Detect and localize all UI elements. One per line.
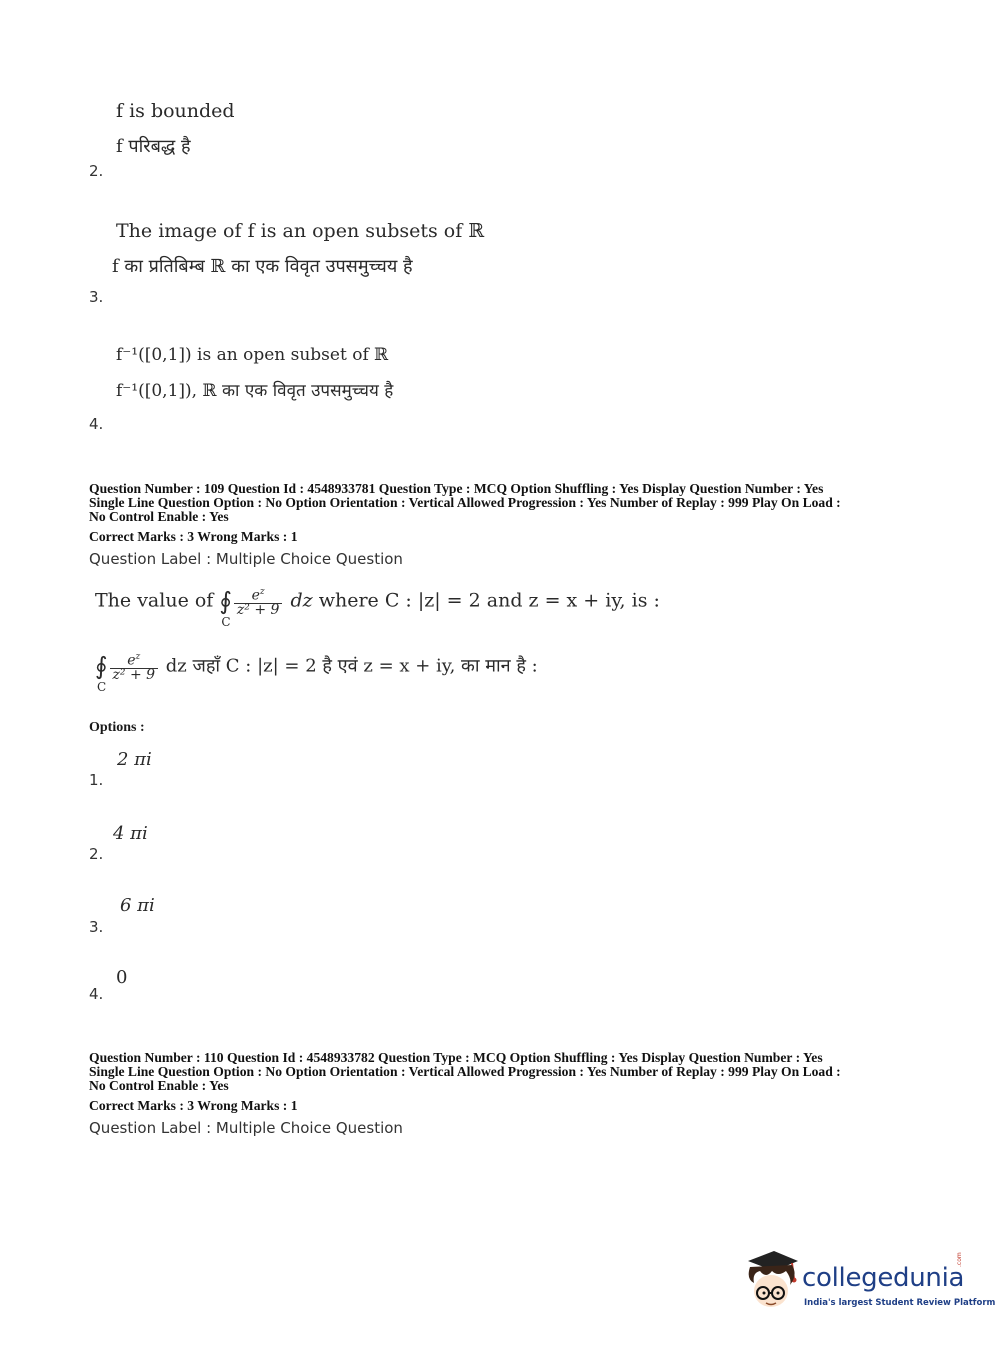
contour-integral-icon: ∮ C bbox=[95, 652, 108, 695]
question-meta-line: Single Line Question Option : No Option Orientation : Vertical Allowed Progression : Yes Number of Replay : 999 Play On Load : bbox=[89, 1064, 841, 1079]
brand-dotcom: .com bbox=[956, 1252, 963, 1267]
option-number: 2. bbox=[89, 845, 104, 863]
contour-integral-icon: ∮ C bbox=[219, 587, 232, 630]
options-heading: Options : bbox=[89, 720, 145, 735]
option-text-hi: f⁻¹([0,1]), ℝ का एक विवृत उपसमुच्चय है bbox=[116, 381, 394, 401]
question-suffix-hi: dz जहाँ C : |z| = 2 है एवं z = x + iy, का मान है : bbox=[165, 655, 538, 677]
question-prefix: The value of bbox=[95, 589, 214, 612]
option-text-en: The image of f is an open subsets of ℝ bbox=[116, 220, 485, 242]
option-text: 2 πi bbox=[117, 749, 152, 770]
question-label: Question Label : Multiple Choice Question bbox=[89, 550, 403, 568]
option-text-hi: f का प्रतिबिम्ब ℝ का एक विवृत उपसमुच्चय है bbox=[112, 256, 413, 277]
option-text-en: f⁻¹([0,1]) is an open subset of ℝ bbox=[116, 345, 389, 365]
dz: dz bbox=[290, 589, 313, 612]
option-number: 4. bbox=[89, 415, 104, 433]
brand-name: collegedunia bbox=[802, 1263, 965, 1293]
collegedunia-logo bbox=[742, 1249, 996, 1315]
brand-tagline: India's largest Student Review Platform bbox=[804, 1298, 996, 1308]
option-number: 1. bbox=[89, 771, 104, 789]
question-meta-line: Question Number : 110 Question Id : 4548933782 Question Type : MCQ Option Shuffling : Yes Display Question Number : Yes bbox=[89, 1050, 823, 1065]
integrand-fraction: $\frac{e^z}{\text{z² + 9}}$ bbox=[234, 586, 283, 617]
option-text-en: f is bounded bbox=[116, 100, 235, 122]
question-meta-line: No Control Enable : Yes bbox=[89, 1078, 229, 1093]
option-number: 4. bbox=[89, 985, 104, 1003]
option-text: 4 πi bbox=[113, 823, 148, 844]
question-marks: Correct Marks : 3 Wrong Marks : 1 bbox=[89, 529, 298, 544]
option-number: 3. bbox=[89, 288, 104, 306]
question-meta-line: No Control Enable : Yes bbox=[89, 509, 229, 524]
question-text-hi bbox=[95, 651, 538, 695]
question-text-en bbox=[95, 586, 660, 630]
question-meta-line: Single Line Question Option : No Option Orientation : Vertical Allowed Progression : Yes Number of Replay : 999 Play On Load : bbox=[89, 495, 841, 510]
student-mascot-icon bbox=[742, 1249, 800, 1315]
option-text: 0 bbox=[116, 967, 128, 988]
question-marks: Correct Marks : 3 Wrong Marks : 1 bbox=[89, 1098, 298, 1113]
question-meta-line: Question Number : 109 Question Id : 4548933781 Question Type : MCQ Option Shuffling : Yes Display Question Number : Yes bbox=[89, 481, 824, 496]
option-text-hi: f परिबद्ध है bbox=[116, 136, 191, 157]
integrand-fraction: $\frac{e^z}{\text{z² + 9}}$ bbox=[110, 651, 159, 682]
option-number: 3. bbox=[89, 918, 104, 936]
question-suffix-en: where C : |z| = 2 and z = x + iy, is : bbox=[318, 589, 660, 612]
option-text: 6 πi bbox=[120, 895, 155, 916]
question-label: Question Label : Multiple Choice Question bbox=[89, 1119, 403, 1137]
option-number: 2. bbox=[89, 162, 104, 180]
